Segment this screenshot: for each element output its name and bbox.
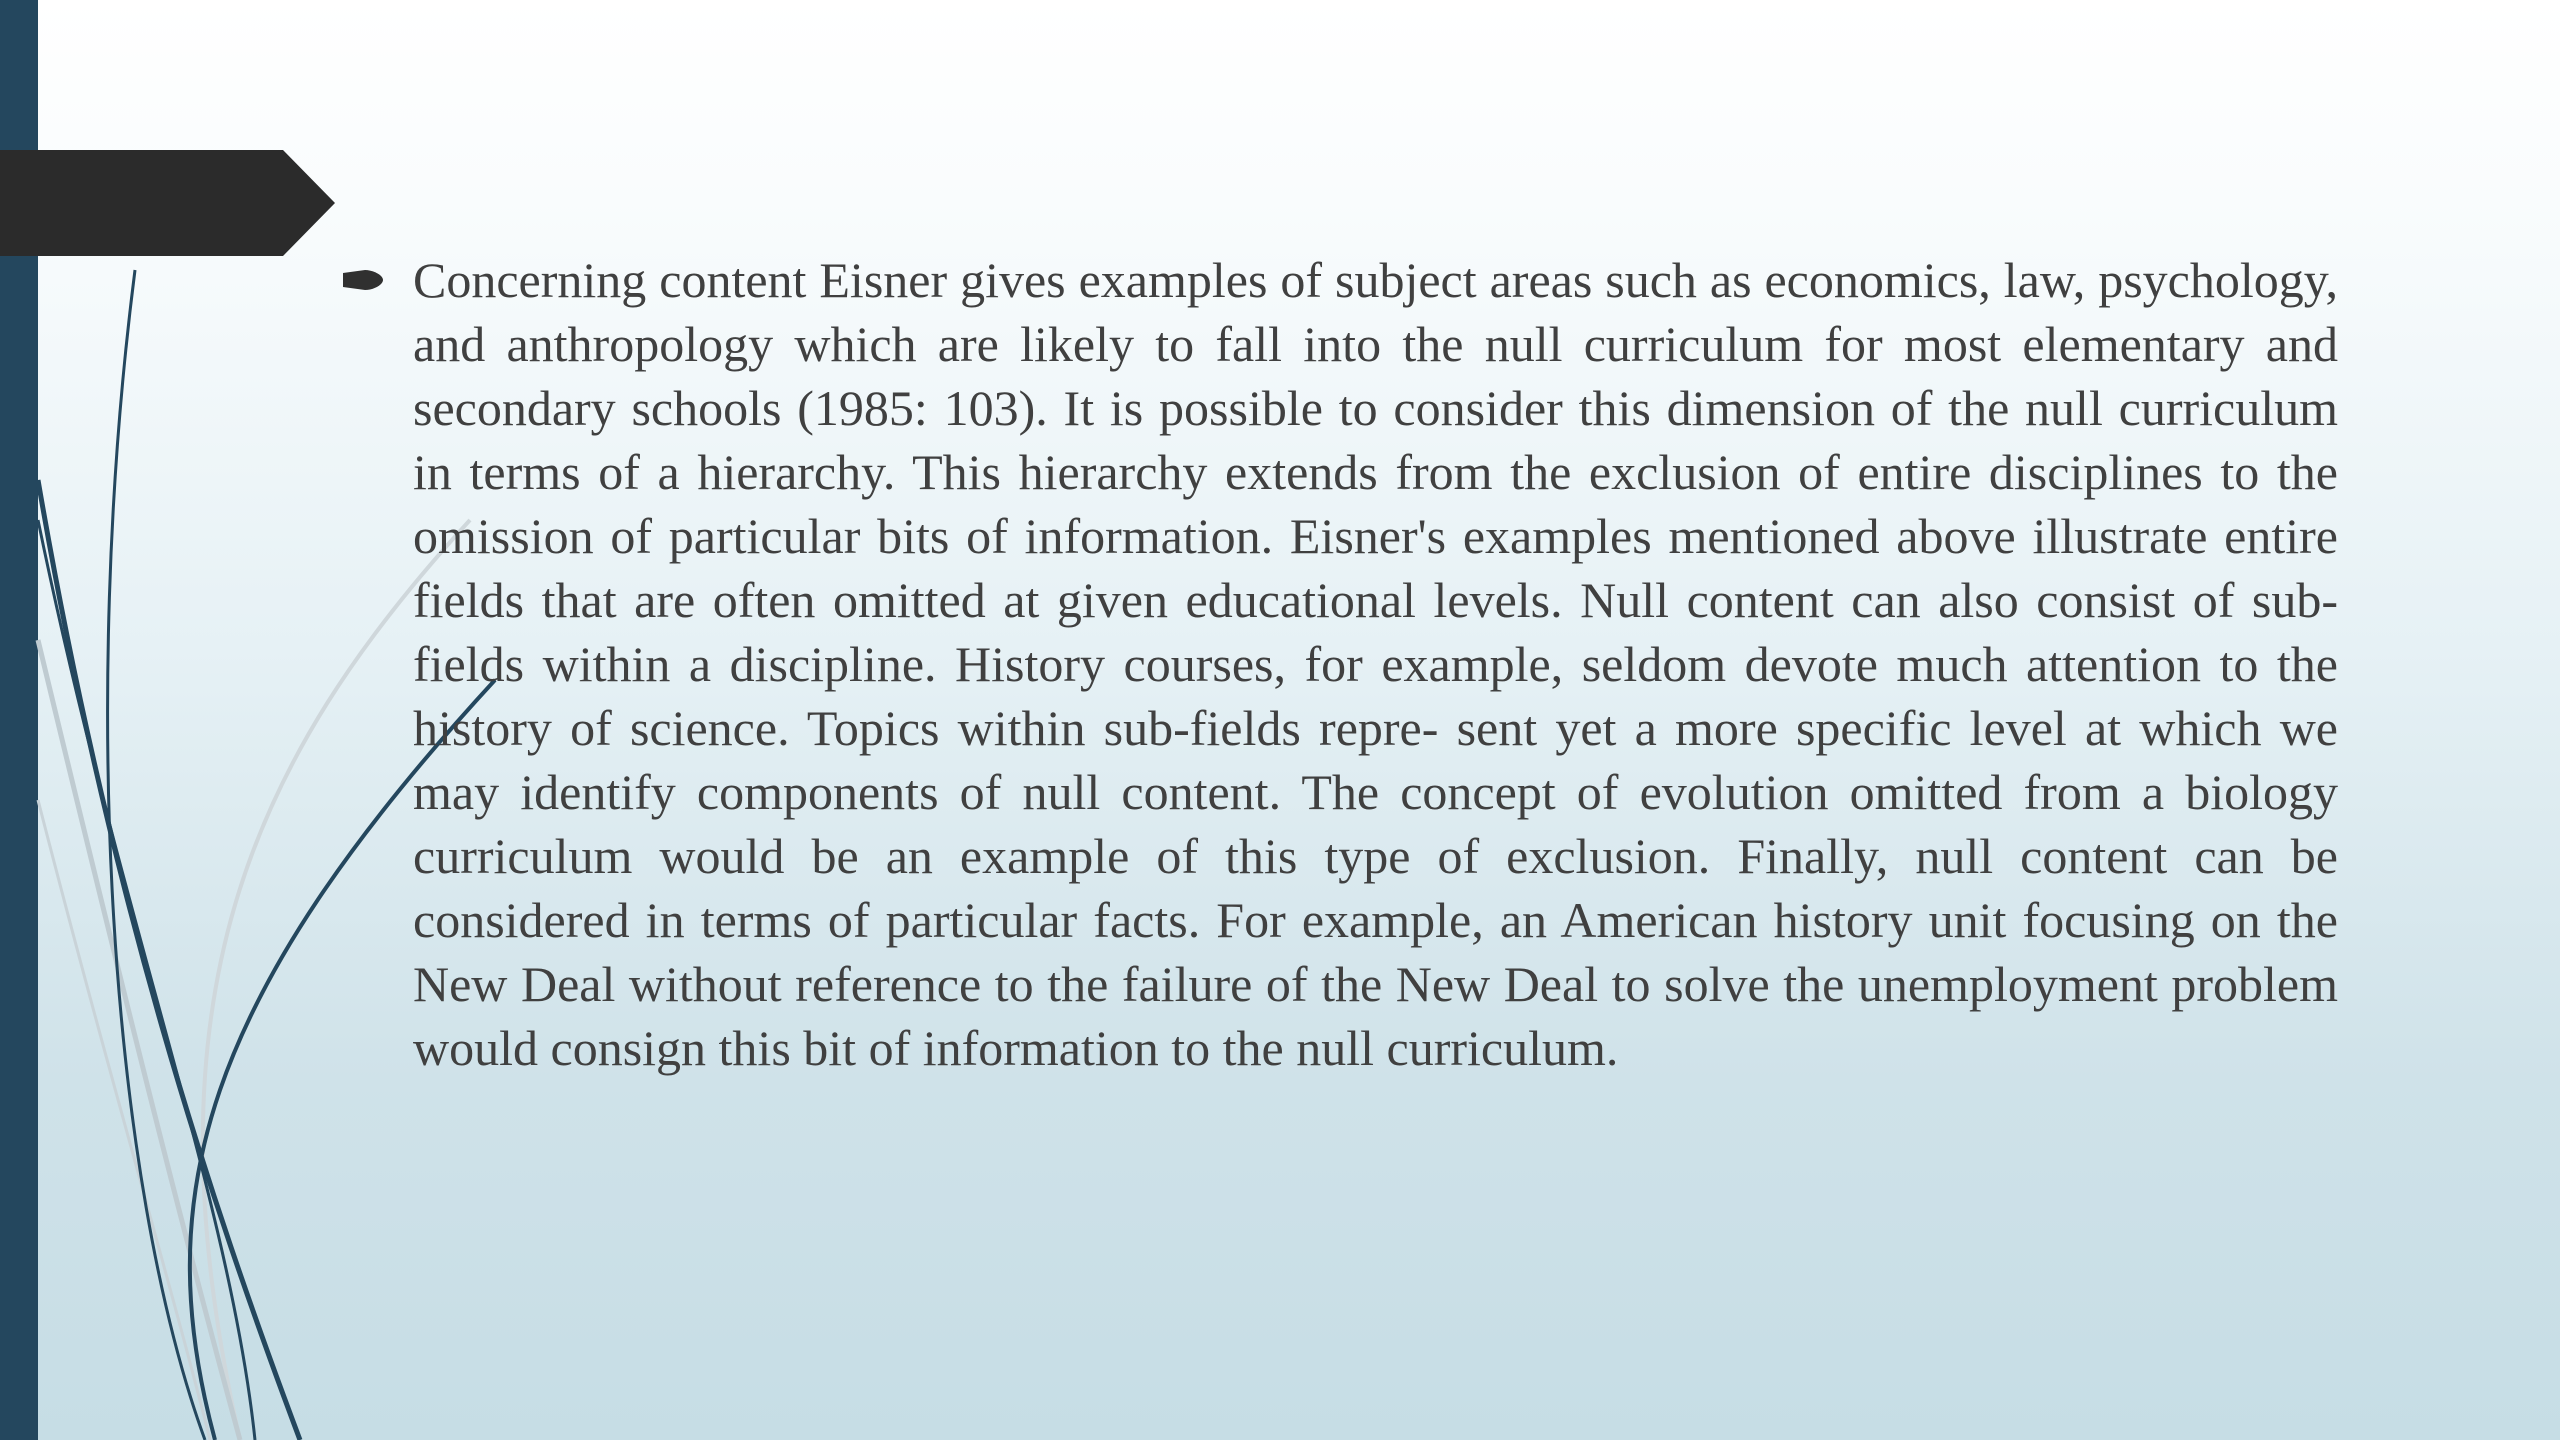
bullet-item	[343, 248, 2338, 1080]
arrow-bullet-icon	[343, 248, 413, 312]
content-area	[343, 248, 2338, 1080]
curve-light-2	[38, 640, 240, 1440]
curve-dark-3	[38, 520, 255, 1440]
title-tab-arrow	[0, 150, 335, 256]
curve-light-3	[38, 800, 210, 1440]
curve-dark-2	[38, 480, 300, 1440]
curve-dark-1	[108, 270, 205, 1440]
body-paragraph: Concerning content Eisner gives examples of subject areas such as economics, law, psychology, and anthropology which are likely to fall into the null curriculum for most elementary and secondary schools (1985: 103). It is possible to consider this dimension of the null curriculum in terms of a hierarchy. This hierarchy extends from the exclusion of entire disciplines to the omission of particular bits of information. Eisner's examples mentioned above illustrate entire fields that are often omitted at given educational levels. Null content can also consist of sub- fields within a discipline. History courses, for example, seldom devote much attention to the history of science. Topics within sub-fields repre- sent yet a more specific level at which we may identify components of null content. The concept of evolution omitted from a biology curriculum would be an example of this type of exclusion. Finally, null content can be considered in terms of particular facts. For example, an American history unit focusing on the New Deal without reference to the failure of the New Deal to solve the unemployment problem would consign this bit of information to the null curriculum.	[413, 252, 2338, 1076]
